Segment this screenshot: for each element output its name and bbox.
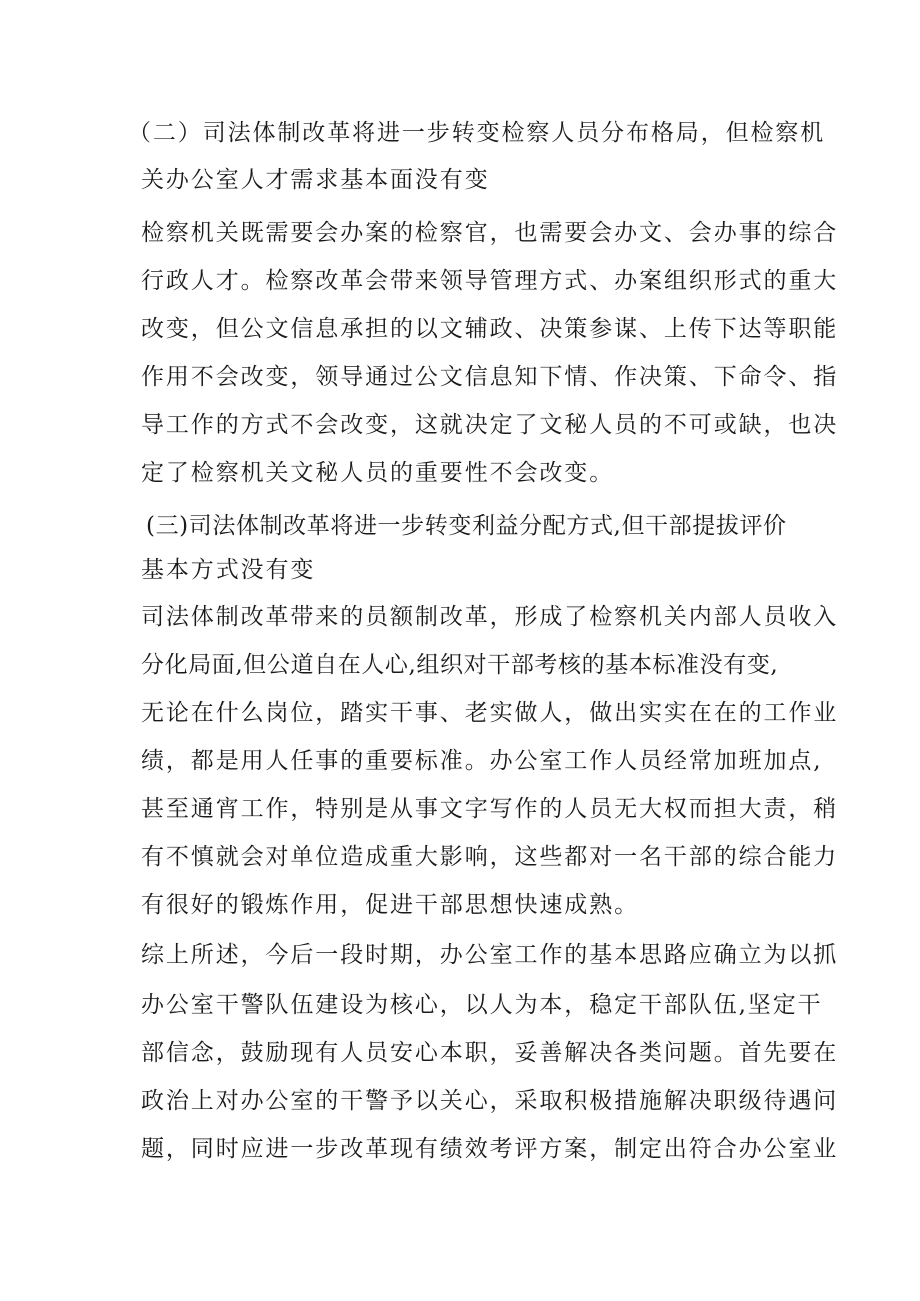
body-paragraph-3-line-2: 办公室干警队伍建设为核心，以人为本，稳定干部队伍,坚定干 xyxy=(141,992,823,1018)
body-paragraph-3-line-5: 题，同时应进一步改革现有绩效考评方案，制定出符合办公室业 xyxy=(141,1136,839,1162)
section-heading-3-line-1: (三)司法体制改革将进一步转变利益分配方式,但干部提拔评价 xyxy=(146,513,787,539)
section-heading-2-line-2: 关办公室人才需求基本面没有变 xyxy=(141,167,490,193)
body-paragraph-1-line-3: 改变，但公文信息承担的以文辅政、决策参谋、上传下达等职能 xyxy=(141,316,839,342)
body-paragraph-2-line-5: 甚至通宵工作，特别是从事文字写作的人员无大权而担大责，稍 xyxy=(141,796,839,822)
body-paragraph-2-line-4: 绩，都是用人任事的重要标准。办公室工作人员经常加班加点, xyxy=(141,748,823,774)
section-heading-2-line-1: （二）司法体制改革将进一步转变检察人员分布格局，但检察机 xyxy=(128,120,826,146)
body-paragraph-3-line-4: 政治上对办公室的干警予以关心，采取积极措施解决职级待遇问 xyxy=(141,1088,839,1114)
section-heading-3-line-2: 基本方式没有变 xyxy=(141,557,316,583)
body-paragraph-2-line-1: 司法体制改革带来的员额制改革，形成了检察机关内部人员收入 xyxy=(141,604,839,630)
body-paragraph-3-line-1: 综上所述，今后一段时期，办公室工作的基本思路应确立为以抓 xyxy=(141,942,839,968)
body-paragraph-2-line-2: 分化局面,但公道自在人心,组织对干部考核的基本标准没有变, xyxy=(141,652,779,678)
body-paragraph-2-line-7: 有很好的锻炼作用，促进干部思想快速成熟。 xyxy=(141,892,639,918)
body-paragraph-1-line-5: 导工作的方式不会改变，这就决定了文秘人员的不可或缺，也决 xyxy=(141,412,839,438)
body-paragraph-1-line-6: 定了检察机关文秘人员的重要性不会改变。 xyxy=(141,460,615,486)
body-paragraph-1-line-2: 行政人才。检察改革会带来领导管理方式、办案组织形式的重大 xyxy=(141,268,839,294)
body-paragraph-2-line-6: 有不慎就会对单位造成重大影响，这些都对一名干部的综合能力 xyxy=(141,844,839,870)
body-paragraph-1-line-4: 作用不会改变，领导通过公文信息知下情、作决策、下命令、指 xyxy=(141,364,839,390)
body-paragraph-3-line-3: 部信念，鼓励现有人员安心本职，妥善解决各类问题。首先要在 xyxy=(141,1040,839,1066)
body-paragraph-1-line-1: 检察机关既需要会办案的检察官，也需要会办文、会办事的综合 xyxy=(141,220,839,246)
body-paragraph-2-line-3: 无论在什么岗位，踏实干事、老实做人，做出实实在在的工作业 xyxy=(141,700,839,726)
